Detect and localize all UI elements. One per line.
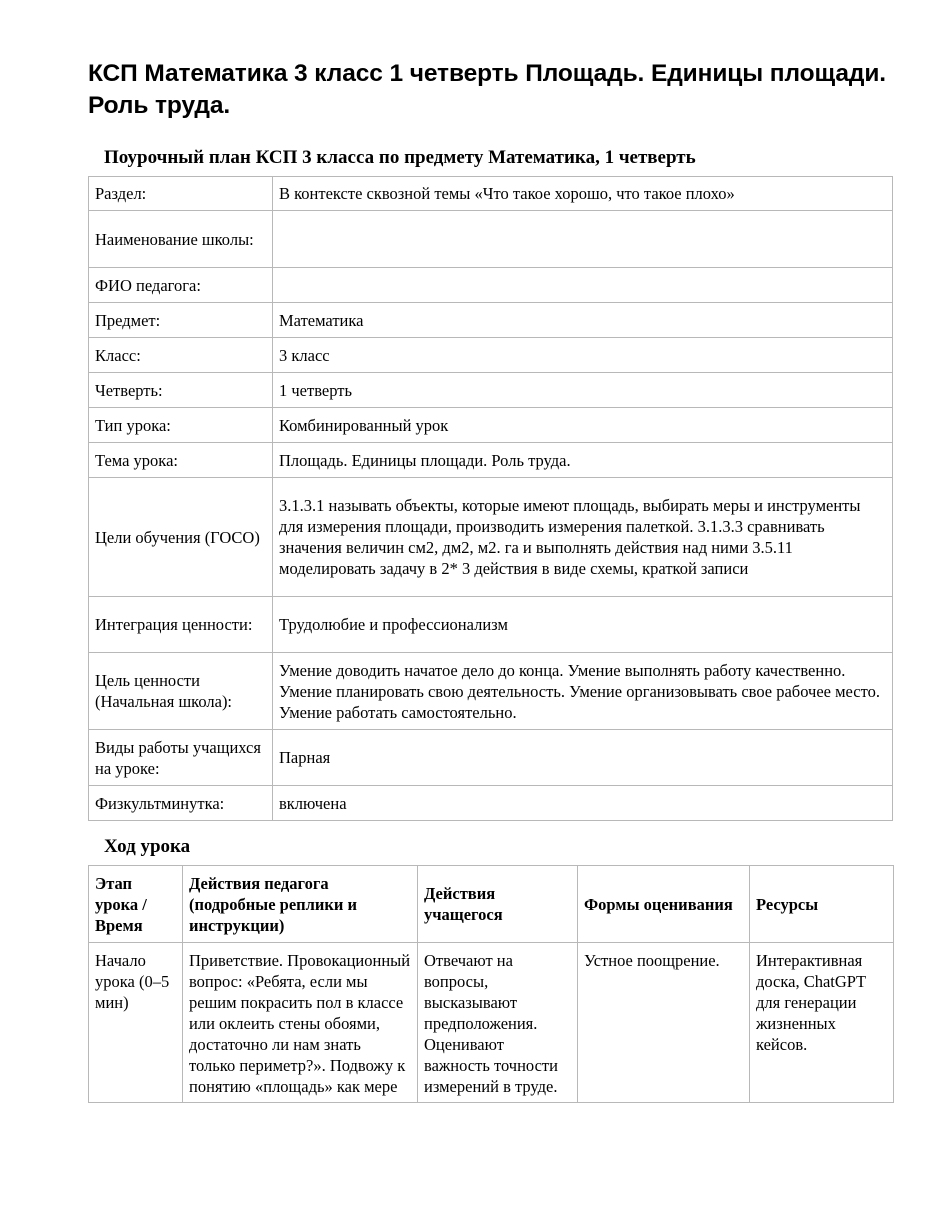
document-page bbox=[88, 58, 893, 1103]
column-header-assessment: Формы оценивания bbox=[578, 866, 750, 943]
row-value: Площадь. Единицы площади. Роль труда. bbox=[273, 443, 893, 478]
column-header-teacher: Действия педагога (подробные реплики и инструкции) bbox=[183, 866, 418, 943]
row-label: Виды работы учащихся на уроке: bbox=[89, 730, 273, 786]
table-row bbox=[89, 786, 893, 821]
row-label: Интеграция ценности: bbox=[89, 597, 273, 653]
cell-student: Отвечают на вопросы, высказывают предположения. Оценивают важность точности измерений в труде. bbox=[418, 943, 578, 1103]
cell-stage: Начало урока (0–5 мин) bbox=[89, 943, 183, 1103]
row-label: Цели обучения (ГОСО) bbox=[89, 478, 273, 597]
row-value: Математика bbox=[273, 303, 893, 338]
row-value: 1 четверть bbox=[273, 373, 893, 408]
row-label: Наименование школы: bbox=[89, 211, 273, 268]
cell-resources: Интерактивная доска, ChatGPT для генерации жизненных кейсов. bbox=[750, 943, 894, 1103]
table-row bbox=[89, 597, 893, 653]
row-label: Цель ценности (Начальная школа): bbox=[89, 653, 273, 730]
row-value: В контексте сквозной темы «Что такое хорошо, что такое плохо» bbox=[273, 177, 893, 211]
row-label: Четверть: bbox=[89, 373, 273, 408]
row-value: 3 класс bbox=[273, 338, 893, 373]
table-row bbox=[89, 177, 893, 211]
lesson-heading: Ход урока bbox=[104, 836, 191, 857]
table-row bbox=[89, 443, 893, 478]
cell-assessment: Устное поощрение. bbox=[578, 943, 750, 1103]
table-row bbox=[89, 943, 894, 1103]
table-header-row bbox=[89, 866, 894, 943]
table-row bbox=[89, 338, 893, 373]
column-header-student: Действия учащегося bbox=[418, 866, 578, 943]
row-label: ФИО педагога: bbox=[89, 268, 273, 303]
table-row bbox=[89, 373, 893, 408]
row-value: Трудолюбие и профессионализм bbox=[273, 597, 893, 653]
row-value: Умение доводить начатое дело до конца. Умение выполнять работу качественно. Умение планировать свою деятельность. Умение организовывать свое рабочее место. Умение работать самостоятельно. bbox=[273, 653, 893, 730]
lesson-table bbox=[88, 865, 894, 1103]
table-row bbox=[89, 408, 893, 443]
table-row bbox=[89, 653, 893, 730]
table-row bbox=[89, 211, 893, 268]
row-value: Комбинированный урок bbox=[273, 408, 893, 443]
table-row bbox=[89, 303, 893, 338]
plan-heading: Поурочный план КСП 3 класса по предмету Математика, 1 четверть bbox=[104, 147, 696, 168]
table-row bbox=[89, 730, 893, 786]
row-label: Тип урока: bbox=[89, 408, 273, 443]
row-value: 3.1.3.1 называть объекты, которые имеют площадь, выбирать меры и инструменты для измерения площади, производить измерения палеткой. 3.1.3.3 сравнивать значения величин см2, дм2, м2. га и выполнять действия над ними 3.5.11 моделировать задачу в 2* 3 действия в виде схемы, краткой записи bbox=[273, 478, 893, 597]
row-value: Парная bbox=[273, 730, 893, 786]
column-header-stage: Этап урока / Время bbox=[89, 866, 183, 943]
row-label: Класс: bbox=[89, 338, 273, 373]
column-header-resources: Ресурсы bbox=[750, 866, 894, 943]
table-row bbox=[89, 268, 893, 303]
row-value: включена bbox=[273, 786, 893, 821]
table-row bbox=[89, 478, 893, 597]
info-table bbox=[88, 176, 893, 821]
row-value bbox=[273, 211, 893, 268]
row-value bbox=[273, 268, 893, 303]
row-label: Тема урока: bbox=[89, 443, 273, 478]
row-label: Раздел: bbox=[89, 177, 273, 211]
row-label: Физкультминутка: bbox=[89, 786, 273, 821]
document-title: КСП Математика 3 класс 1 четверть Площадь. Единицы площади. Роль труда. bbox=[88, 60, 886, 119]
row-label: Предмет: bbox=[89, 303, 273, 338]
cell-teacher: Приветствие. Провокационный вопрос: «Ребята, если мы решим покрасить пол в классе или оклеить стены обоями, достаточно ли нам знать только периметр?». Подвожу к понятию «площадь» как мере bbox=[183, 943, 418, 1103]
